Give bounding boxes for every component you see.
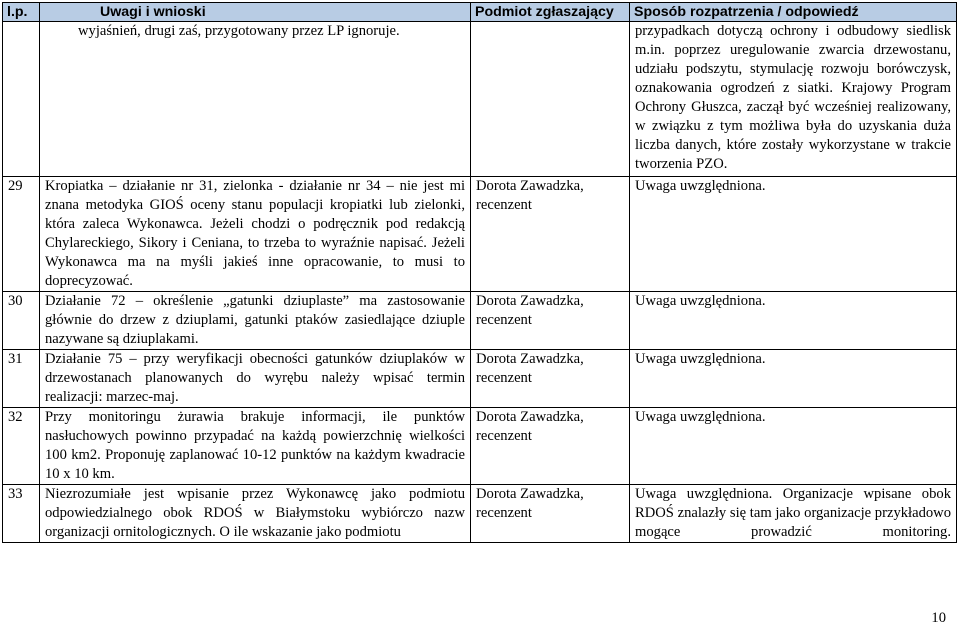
row-subject bbox=[471, 177, 630, 292]
header-sposob: Sposób rozpatrzenia / odpowiedź bbox=[630, 3, 957, 22]
row-response: Uwaga uwzględniona. bbox=[630, 350, 957, 408]
comments-table bbox=[2, 2, 957, 543]
row-response: przypadkach dotyczą ochrony i odbudowy siedlisk m.in. poprzez uregulowanie zwarcia drzewostanu, udziału podszytu, stymulację rozwoju borówczysk, oznakowania ogrodzeń z siatki. Krajowy Program Ochrony Głuszca, zaczął być wcześniej realizowany, w związku z tym możliwa była do uzyskania duża liczba danych, które zostały wykorzystane w trakcie tworzenia PZO. bbox=[630, 22, 957, 177]
subject-role: recenzent bbox=[476, 197, 532, 213]
subject-role: recenzent bbox=[476, 428, 532, 444]
row-number: 33 bbox=[3, 485, 40, 543]
row-subject bbox=[471, 292, 630, 350]
table-row bbox=[3, 177, 957, 292]
row-subject bbox=[471, 22, 630, 177]
row-number: 30 bbox=[3, 292, 40, 350]
subject-role: recenzent bbox=[476, 505, 532, 521]
row-text: Kropiatka – działanie nr 31, zielonka - działanie nr 34 – nie jest mi znana metodyka GIOŚ oceny stanu populacji kropiatki lub zielonki, która zaleca Wykonawca. Jeżeli chodzi o podręcznik pod redakcją Chylareckiego, Sikory i Ceniana, to trzeba to wyraźnie napisać. Jeżeli Wykonawca ma na myśli jakieś inne opracowanie, to musi to doprecyzować. bbox=[40, 177, 471, 292]
row-response: Uwaga uwzględniona. bbox=[630, 408, 957, 485]
row-text: Przy monitoringu żurawia brakuje informacji, ile punktów nasłuchowych powinno przypadać na każdą powierzchnię wielkości 100 km2. Proponuję zaplanować 10-12 punktów na każdym kwadracie 10 x 10 km. bbox=[40, 408, 471, 485]
table-header-row bbox=[3, 3, 957, 22]
header-lp: l.p. bbox=[3, 3, 40, 22]
row-number: 29 bbox=[3, 177, 40, 292]
row-number: 31 bbox=[3, 350, 40, 408]
subject-name: Dorota Zawadzka, bbox=[476, 409, 584, 425]
row-subject bbox=[471, 485, 630, 543]
subject-name: Dorota Zawadzka, bbox=[476, 293, 584, 309]
header-podmiot: Podmiot zgłaszający bbox=[471, 3, 630, 22]
table-row bbox=[3, 350, 957, 408]
subject-role: recenzent bbox=[476, 370, 532, 386]
row-subject bbox=[471, 350, 630, 408]
row-response: Uwaga uwzględniona. Organizacje wpisane obok RDOŚ znalazły się tam jako organizacje przykładowo mogące prowadzić monitoring. bbox=[630, 485, 957, 543]
subject-name: Dorota Zawadzka, bbox=[476, 351, 584, 367]
row-text: Działanie 75 – przy weryfikacji obecności gatunków dziuplaków w drzewostanach planowanych do wyrębu należy wpisać termin realizacji: marzec-maj. bbox=[40, 350, 471, 408]
subject-name: Dorota Zawadzka, bbox=[476, 486, 584, 502]
table-row bbox=[3, 485, 957, 543]
table-row bbox=[3, 292, 957, 350]
row-text: wyjaśnień, drugi zaś, przygotowany przez LP ignoruje. bbox=[40, 22, 471, 177]
row-number bbox=[3, 22, 40, 177]
row-response: Uwaga uwzględniona. bbox=[630, 292, 957, 350]
page-number: 10 bbox=[931, 610, 946, 626]
row-text: Niezrozumiałe jest wpisanie przez Wykonawcę jako podmiotu odpowiedzialnego obok RDOŚ w Białymstoku wybiórczo nazw organizacji ornitologicznych. O ile wskazanie jako podmiotu bbox=[40, 485, 471, 543]
subject-name: Dorota Zawadzka, bbox=[476, 178, 584, 194]
row-subject bbox=[471, 408, 630, 485]
row-number: 32 bbox=[3, 408, 40, 485]
row-response: Uwaga uwzględniona. bbox=[630, 177, 957, 292]
table-row bbox=[3, 408, 957, 485]
row-text: Działanie 72 – określenie „gatunki dziuplaste” ma zastosowanie głównie do drzew z dziuplami, gatunki ptaków zasiedlające dziuple nazywane są dziuplakami. bbox=[40, 292, 471, 350]
subject-role: recenzent bbox=[476, 312, 532, 328]
table-row-continuation bbox=[3, 22, 957, 177]
header-uwagi: Uwagi i wnioski bbox=[40, 3, 471, 22]
